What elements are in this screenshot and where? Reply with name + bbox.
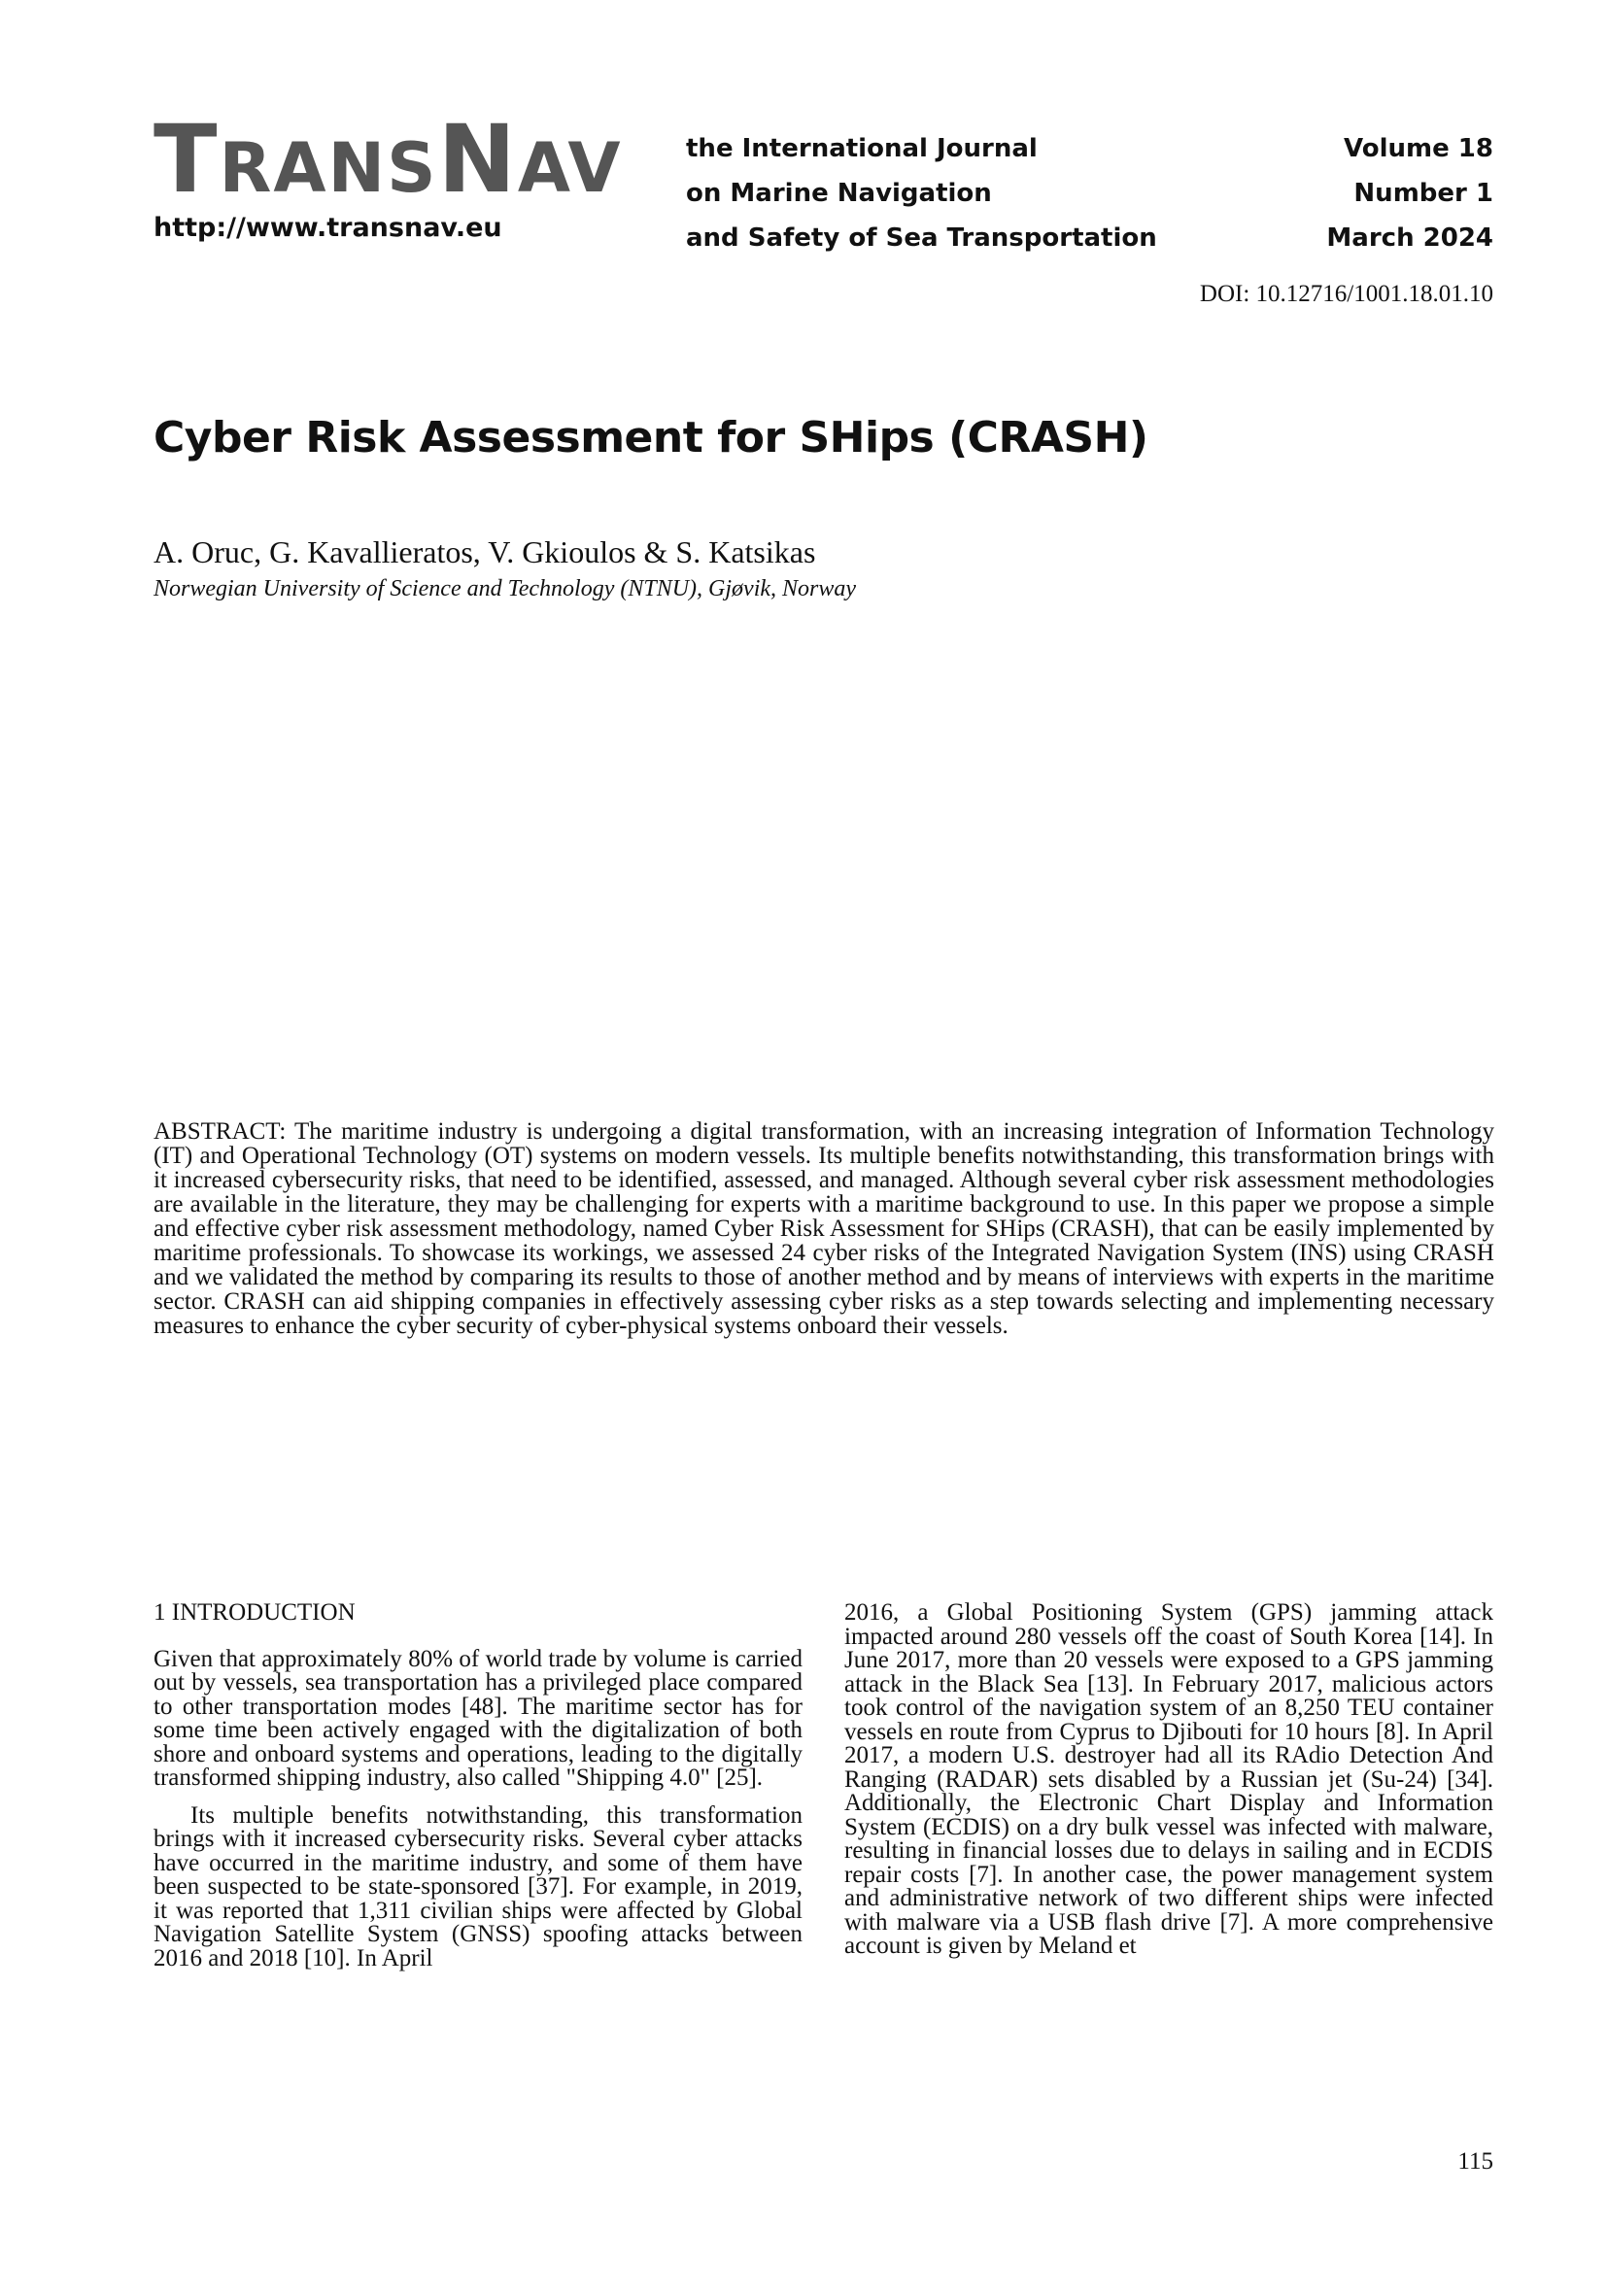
journal-name-line-3: and Safety of Sea Transportation — [686, 223, 1157, 253]
journal-url-link[interactable]: http://www.transnav.eu — [154, 213, 502, 243]
page-number: 115 — [1457, 2148, 1493, 2175]
logo-letter-n: N — [437, 105, 518, 214]
author-list: A. Oruc, G. Kavallieratos, V. Gkioulos & S. Katsikas — [154, 534, 816, 569]
logo-letter-t: T — [154, 105, 220, 214]
body-paragraph-1: Given that approximately 80% of world trade by volume is carried out by vessels, sea transportation has a privileged place compared to other transportation modes [48]. The maritime sector has for some time been actively engaged with the digitalization of both shore and onboard systems and operations, leading to the digitally transformed shipping industry, also called "Shipping 4.0" [25]. — [154, 1645, 803, 1791]
journal-name-block — [686, 126, 1157, 260]
doi-label: DOI: 10.12716/1001.18.01.10 — [1199, 281, 1493, 307]
right-column — [844, 1601, 1493, 1959]
issue-date: March 2024 — [1326, 223, 1493, 253]
body-paragraph-3: 2016, a Global Positioning System (GPS) jamming attack impacted around 280 vessels off the coast of South Korea [14]. In June 2017, more than 20 vessels were exposed to a GPS jamming attack in the Black Sea [13]. In February 2017, malicious actors took control of the navigation system of an 8,250 TEU container vessels en route from Cyprus to Djibouti for 10 hours [8]. In April 2017, a modern U.S. destroyer had all its RAdio Detection And Ranging (RADAR) sets disabled by a Russian jet (Su-24) [34]. Additionally, the Electronic Chart Display and Information System (ECDIS) on a dry bulk vessel was infected with malware, resulting in financial losses due to delays in sailing and in ECDIS repair costs [7]. In another case, the power management system and administrative network of two different ships were infected with malware via a USB flash drive [7]. A more comprehensive account is given by Meland et — [844, 1599, 1493, 1959]
journal-name-line-1: the International Journal — [686, 134, 1038, 163]
number-label: Number 1 — [1353, 179, 1493, 208]
volume-label: Volume 18 — [1344, 134, 1493, 163]
left-column — [154, 1601, 803, 1970]
journal-name-line-2: on Marine Navigation — [686, 179, 992, 208]
author-affiliation: Norwegian University of Science and Technology (NTNU), Gjøvik, Norway — [154, 576, 857, 601]
logo-letters-rans: RANS — [219, 128, 438, 208]
paper-title: Cyber Risk Assessment for SHips (CRASH) — [154, 413, 1148, 463]
issue-info-block — [1326, 126, 1493, 260]
body-paragraph-2: Its multiple benefits notwithstanding, this transformation brings with it increased cybersecurity risks. Several cyber attacks have occurred in the maritime industry, and some of them have been suspected to be state-sponsored [37]. For example, in 2019, it was reported that 1,311 civilian ships were affected by Global Navigation Satellite System (GNSS) spoofing attacks between 2016 and 2018 [10]. In April — [154, 1801, 803, 1971]
logo-letters-av: AV — [517, 128, 623, 208]
abstract-paragraph: ABSTRACT: The maritime industry is undergoing a digital transformation, with an increasing integration of Information Technology (IT) and Operational Technology (OT) systems on modern vessels. Its multiple benefits notwithstanding, this transformation brings with it increased cybersecurity risks, that need to be identified, assessed, and managed. Although several cyber risk assessment methodologies are available in the literature, they may be challenging for experts with a maritime background to use. In this paper we propose a simple and effective cyber risk assessment methodology, named Cyber Risk Assessment for SHips (CRASH), that can be easily implemented by maritime professionals. To showcase its workings, we assessed 24 cyber risks of the Integrated Navigation System (INS) using CRASH and we validated the method by comparing its results to those of another method and by means of interviews with experts in the maritime sector. CRASH can aid shipping companies in effectively assessing cyber risks as a step towards selecting and implementing necessary measures to enhance the cyber security of cyber-physical systems onboard their vessels. — [154, 1118, 1494, 1339]
transnav-logo — [154, 105, 623, 214]
section-heading-introduction: 1 INTRODUCTION — [154, 1599, 356, 1626]
